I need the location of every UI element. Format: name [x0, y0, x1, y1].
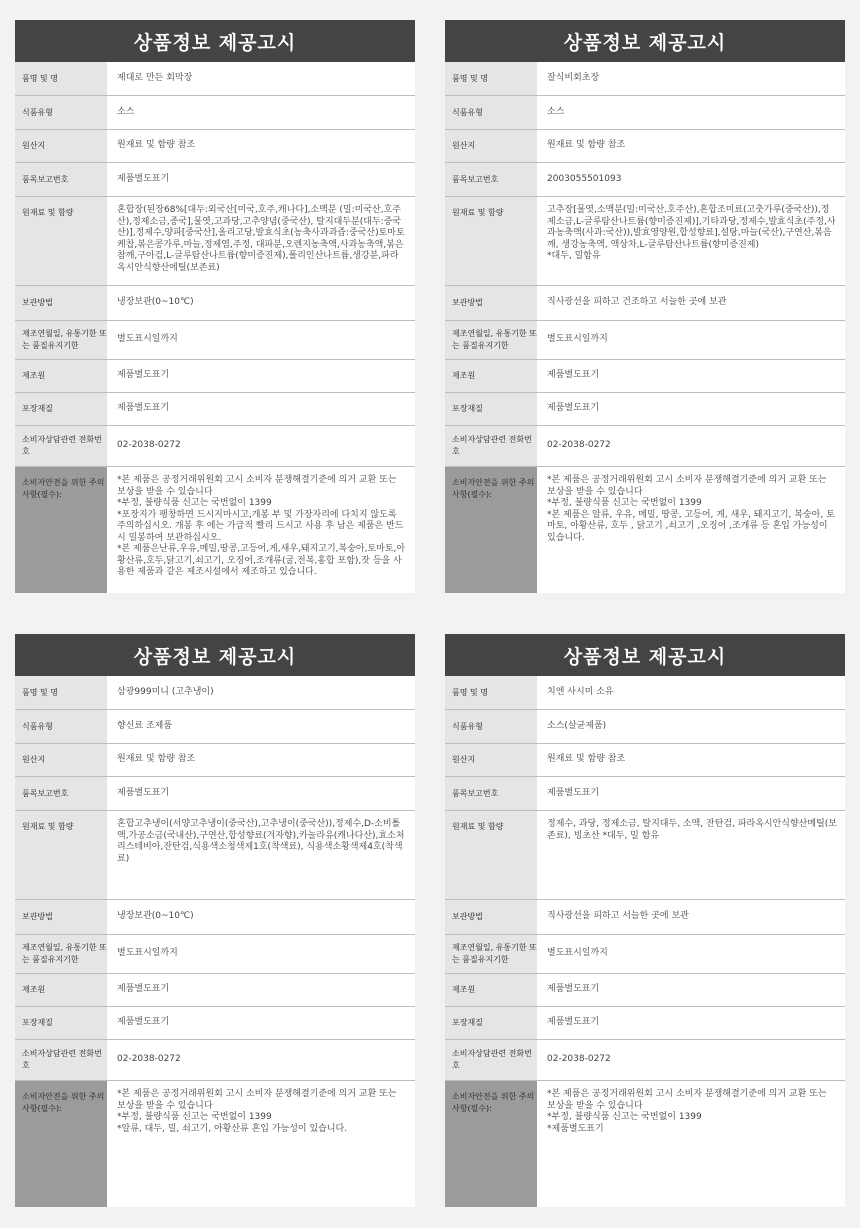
row-value: 02-2038-0272: [117, 1054, 181, 1065]
row-contact-phone: [15, 426, 415, 467]
row-label: 식품유형: [445, 96, 537, 129]
row-value: 별도표시일까지: [117, 334, 178, 345]
row-label: 포장재질: [15, 393, 107, 425]
info-panel-1: [15, 20, 415, 593]
row-label: 제조연월일, 유통기한 또는 품질유지기한: [445, 935, 537, 973]
row-value: 잘식비회초장: [547, 72, 600, 83]
row-value: *본 제품은 공정거래위원회 고시 소비자 분쟁해결기준에 의거 교환 또는 보상을 받을 수 있습니다 *부정, 불량식품 신고는 국번없이 1399 *본 제품은 알류, 우유, 메밀, 땅콩, 고등어, 게, 새우, 돼지고기, 복숭아, 토마토, 아황산류, 호두 , 닭고기 ,쇠고기 ,오징어 ,조개류 등 혼입 가능성이 있습니다.: [547, 475, 835, 543]
row-storage: [445, 900, 845, 935]
row-label: 소비자상담관련 전화번호: [15, 1040, 107, 1080]
row-storage: [15, 900, 415, 935]
row-label: 원산지: [15, 744, 107, 776]
row-origin: [15, 130, 415, 163]
row-label: 품명 및 명: [445, 676, 537, 709]
row-label: 소비자상담관련 전화번호: [445, 1040, 537, 1080]
row-label: 제조연월일, 유통기한 또는 품질유지기한: [15, 935, 107, 973]
row-label: 제조연월일, 유통기한 또는 품질유지기한: [445, 321, 537, 359]
row-origin: [445, 130, 845, 163]
panel-title: 상품정보 제공고시: [15, 634, 415, 676]
row-value: 2003055501093: [547, 173, 622, 184]
row-value: 02-2038-0272: [547, 1054, 611, 1065]
info-panel-2: [445, 20, 845, 593]
row-value: 제품별도표기: [117, 787, 170, 798]
row-expiry: [15, 321, 415, 360]
row-contact-phone: [445, 1040, 845, 1081]
row-value: 제품별도표기: [117, 403, 170, 414]
row-value: 별도표시일까지: [547, 948, 608, 959]
row-value: *본 제품은 공정거래위원회 고시 소비자 분쟁해결기준에 의거 교환 또는 보상을 받을 수 있습니다 *부정, 불량식품 신고는 국번없이 1399 *제품별도표기: [547, 1089, 827, 1134]
info-panel-3: [15, 634, 415, 1207]
row-value: 원재료 및 함량 참조: [117, 754, 196, 765]
row-manufacturer: [15, 360, 415, 393]
row-value: 제품별도표기: [547, 787, 600, 798]
row-value: 소스(살균제품): [547, 720, 607, 731]
row-packaging: [15, 1007, 415, 1040]
row-value: 혼합장(된장68%[대두:외국산[미국,호주,캐나다],소맥분 (밀:미국산,호주산),정제소금,종국],물엿,고과당,고추양념(중국산), 탈지대두분(대두:중국산)],정제수,양파[중국산],올리고당,발효식초(농축사과과즙:중국산)토마토케찹,볶은콩가루,마늘,정제염,주정, 대파분,오렌지농축액,사과농축액,볶은참깨,구아검,L-글루탐산나트륨(향미증진제),폴리인산나트륨,생강분,파라옥시안식향산에틸(보존료): [117, 205, 405, 273]
row-label: 보관방법: [445, 286, 537, 320]
row-label: 원재료 및 함량: [15, 811, 107, 899]
row-label: 품목보고번호: [445, 163, 537, 196]
row-packaging: [445, 393, 845, 426]
row-expiry: [445, 935, 845, 974]
row-value: 제품별도표기: [547, 984, 600, 995]
row-food-type: [15, 96, 415, 130]
row-value: 별도표시일까지: [117, 948, 178, 959]
row-label: 품목보고번호: [445, 777, 537, 810]
row-label: 식품유형: [15, 96, 107, 129]
row-label: 소비자상담관련 전화번호: [15, 426, 107, 466]
row-report-number: [15, 163, 415, 197]
row-value: 냉장보관(0~10℃): [117, 297, 194, 308]
row-value: 원재료 및 함량 참조: [547, 140, 626, 151]
row-safety-notice: [445, 1081, 845, 1207]
row-contact-phone: [15, 1040, 415, 1081]
row-value: 제품별도표기: [547, 370, 600, 381]
row-label: 원재료 및 함량: [445, 197, 537, 285]
row-label: 원산지: [445, 744, 537, 776]
row-value: 원재료 및 함량 참조: [547, 754, 626, 765]
row-label: 원산지: [445, 130, 537, 162]
panel-title: 상품정보 제공고시: [15, 20, 415, 62]
row-label: 품명 및 명: [445, 62, 537, 95]
row-label: 포장재질: [445, 1007, 537, 1039]
row-value: 제품별도표기: [117, 370, 170, 381]
row-label: 소비자상담관련 전화번호: [445, 426, 537, 466]
row-value: *본 제품은 공정거래위원회 고시 소비자 분쟁해결기준에 의거 교환 또는 보상을 받을 수 있습니다 *부정, 불량식품 신고는 국번없이 1399 *포장지가 팽창하면 드시지마시고,개봉 부 및 가장자리에 다치지 않도록 주의하십시오. 개봉 후 에는 가급적 빨리 드시고 사용 후 남은 제품은 반드시 밀봉하여 보관하십시오. *본 제품은난류,우유,메밀,땅콩,고등어,게,새우,돼지고기,복숭아,토마토,아황산류,호두,닭고기,쇠고기, 오징어,조개류(굴,전복,홍합 포함),잣 등을 사용한 제품과 같은 제조시설에서 제조하고 있습니다.: [117, 475, 406, 577]
row-value: 제품별도표기: [117, 1017, 170, 1028]
row-value: 소스: [117, 106, 135, 117]
row-label: 소비자안전을 위한 주의사항(필수):: [445, 467, 537, 593]
row-label: 보관방법: [15, 900, 107, 934]
row-value: 제대로 만든 회막장: [117, 72, 193, 83]
row-label: 포장재질: [445, 393, 537, 425]
row-ingredients: [15, 811, 415, 900]
row-value: 02-2038-0272: [117, 440, 181, 451]
row-value: 직사광선을 피하고 서늘한 곳에 보관: [547, 911, 689, 922]
row-manufacturer: [15, 974, 415, 1007]
row-report-number: [15, 777, 415, 811]
row-value: 원재료 및 함량 참조: [117, 140, 196, 151]
row-label: 품명 및 명: [15, 62, 107, 95]
row-report-number: [445, 777, 845, 811]
row-contact-phone: [445, 426, 845, 467]
row-packaging: [15, 393, 415, 426]
row-food-type: [445, 710, 845, 744]
row-label: 소비자안전을 위한 주의사항(필수):: [15, 1081, 107, 1207]
row-value: 직사광선을 피하고 건조하고 서늘한 곳에 보관: [547, 297, 727, 308]
row-safety-notice: [15, 467, 415, 593]
row-value: 제품별도표기: [547, 403, 600, 414]
row-origin: [445, 744, 845, 777]
row-label: 포장재질: [15, 1007, 107, 1039]
row-value: 고추장[물엿,소맥분(밀:미국산,호주산),혼합조미료(고춧가루(중국산)),정제소금,L-글루탐산나트륨(향미증진제)],기타과당,정제수,발효식초(주정,사과농축액(사과:국산)),발효영양원,합성향료],설탕,마늘(국산),구연산,볶음깨, 생강농축액, 액상차,L-글루탐산나트륨(향미증진제) *대두, 밀함유: [547, 205, 836, 261]
row-label: 제조연월일, 유통기한 또는 품질유지기한: [15, 321, 107, 359]
row-value: 별도표시일까지: [547, 334, 608, 345]
row-manufacturer: [445, 360, 845, 393]
row-label: 제조원: [15, 974, 107, 1006]
row-product-name: [15, 676, 415, 710]
row-label: 품목보고번호: [15, 777, 107, 810]
row-origin: [15, 744, 415, 777]
row-ingredients: [445, 811, 845, 900]
row-label: 원산지: [15, 130, 107, 162]
row-expiry: [445, 321, 845, 360]
row-value: 제품별도표기: [117, 984, 170, 995]
row-value: 제품별도표기: [547, 1017, 600, 1028]
row-value: 02-2038-0272: [547, 440, 611, 451]
panel-title: 상품정보 제공고시: [445, 20, 845, 62]
row-storage: [445, 286, 845, 321]
row-packaging: [445, 1007, 845, 1040]
row-value: *본 제품은 공정거래위원회 고시 소비자 분쟁해결기준에 의거 교환 또는 보상을 받을 수 있습니다 *부정, 불량식품 신고는 국번없이 1399 *알류, 대두, 밀, 쇠고기, 아황산류 혼입 가능성이 있습니다.: [117, 1089, 397, 1134]
row-food-type: [15, 710, 415, 744]
row-safety-notice: [445, 467, 845, 593]
info-panel-4: [445, 634, 845, 1207]
row-food-type: [445, 96, 845, 130]
panel-title: 상품정보 제공고시: [445, 634, 845, 676]
row-value: 치엔 사시미 소유: [547, 686, 614, 697]
row-product-name: [15, 62, 415, 96]
row-manufacturer: [445, 974, 845, 1007]
row-label: 제조원: [445, 974, 537, 1006]
row-label: 소비자안전을 위한 주의사항(필수):: [15, 467, 107, 593]
row-storage: [15, 286, 415, 321]
row-safety-notice: [15, 1081, 415, 1207]
row-label: 보관방법: [15, 286, 107, 320]
row-product-name: [445, 62, 845, 96]
row-label: 식품유형: [15, 710, 107, 743]
row-report-number: [445, 163, 845, 197]
row-label: 원재료 및 함량: [445, 811, 537, 899]
row-value: 정제수, 과당, 정제소금, 탈지대두, 소맥, 잔탄검, 파라옥시안식향산메틸(보존료), 빙초산 *대두, 밀 함유: [547, 819, 837, 841]
row-ingredients: [15, 197, 415, 286]
row-value: 향신료 조제품: [117, 720, 173, 731]
row-product-name: [445, 676, 845, 710]
row-value: 냉장보관(0~10℃): [117, 911, 194, 922]
row-value: 혼합고추냉이(서양고추냉이(중국산),고추냉이(중국산)),정제수,D-소비톨액,가공소금(국내산),구연산,합성향료(겨자향),카놀라유(캐나다산),효소처리스테비아,잔탄검,식용색소청색제1호(착색료), 식용색소황색제4호(착색료): [117, 819, 405, 864]
row-label: 원재료 및 함량: [15, 197, 107, 285]
row-label: 소비자안전을 위한 주의사항(필수):: [445, 1081, 537, 1207]
row-label: 제조원: [15, 360, 107, 392]
row-label: 품목보고번호: [15, 163, 107, 196]
row-value: 제품별도표기: [117, 173, 170, 184]
row-label: 제조원: [445, 360, 537, 392]
row-expiry: [15, 935, 415, 974]
row-value: 삼광999미니 (고추냉이): [117, 686, 214, 697]
row-label: 식품유형: [445, 710, 537, 743]
row-label: 품명 및 명: [15, 676, 107, 709]
row-label: 보관방법: [445, 900, 537, 934]
row-value: 소스: [547, 106, 565, 117]
row-ingredients: [445, 197, 845, 286]
